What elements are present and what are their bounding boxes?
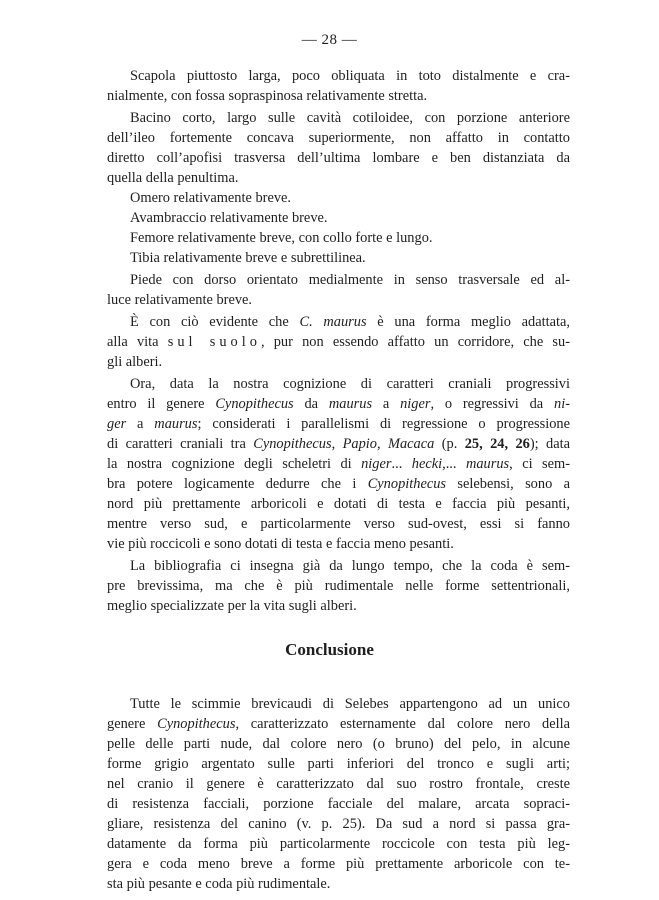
body-line-12: luce relativamente breve.	[107, 292, 253, 308]
conclusion-line-4: forme grigio argentato sulle parti inferiori del tronco e sugli arti;	[107, 756, 570, 772]
body-line-8: Avambraccio relativamente breve.	[130, 210, 328, 226]
paragraph-2-line-6: bra potere logicamente dedurre che i Cynopithecus selebensi, sono a	[107, 476, 571, 492]
conclusion-line-10: sta più pesante e coda più rudimentale.	[107, 876, 331, 892]
body-line-5: diretto coll’apofisi trasversa dell’ultima lombare e ben distanziata da	[107, 150, 570, 166]
paragraph-2-line-5: la nostra cognizione degli scheletri di niger... hecki,... maurus, ci sem-	[107, 456, 570, 472]
paragraph-2-line-8: mentre verso sud, e particolarmente verso sud-ovest, essi si fanno	[107, 516, 570, 532]
body-line-4: dell’ileo fortemente concava superiormente, non affatto in contatto	[107, 130, 570, 146]
conclusion-line-9: gera e coda meno breve a forme più prettamente arboricole con te-	[107, 856, 570, 872]
species-name: C. maurus	[299, 314, 367, 330]
paragraph-3-line-1: La bibliografia ci insegna già da lungo tempo, che la coda è sem-	[130, 558, 570, 574]
conclusion-line-8: datamente da forma più particolarmente roccicole con testa più leg-	[107, 836, 570, 852]
paragraph-2-line-2: entro il genere Cynopithecus da maurus a niger, o regressivi da ni-	[107, 396, 570, 412]
conclusion-line-6: di resistenza facciali, porzione facciale del malare, arcata sopraci-	[107, 796, 570, 812]
paragraph-1-line-1: È con ciò evidente che C. maurus è una forma meglio adattata,	[130, 314, 570, 330]
body-line-11: Piede con dorso orientato medialmente in senso trasversale ed al-	[130, 272, 570, 288]
conclusion-line-7: gliare, resistenza del canino (v. p. 25). Da sud a nord si passa gra-	[107, 816, 570, 832]
body-line-2: nialmente, con fossa sopraspinosa relativamente stretta.	[107, 88, 428, 104]
body-line-6: quella della penultima.	[107, 170, 239, 186]
body-line-9: Femore relativamente breve, con collo forte e lungo.	[130, 230, 433, 246]
body-line-1: Scapola piuttosto larga, poco obliquata in toto distalmente e cra-	[130, 68, 570, 84]
conclusion-line-3: pelle delle parti nude, dal colore nero (o bruno) del pelo, in alcune	[107, 736, 570, 752]
figure-reference: 25, 24, 26	[464, 436, 530, 452]
paragraph-3-line-3: meglio specializzate per la vita sugli alberi.	[107, 598, 357, 614]
page-number: — 28 —	[301, 32, 358, 48]
body-line-3: Bacino corto, largo sulle cavità cotiloidee, con porzione anteriore	[130, 110, 570, 126]
section-heading: Conclusione	[285, 640, 374, 659]
paragraph-2-line-9: vie più roccicoli e sono dotati di testa e faccia meno pesanti.	[107, 536, 454, 552]
paragraph-3-line-2: pre brevissima, ma che è più rudimentale nelle forme settentrionali,	[107, 578, 570, 594]
body-line-10: Tibia relativamente breve e subrettilinea.	[130, 250, 366, 266]
conclusion-line-1: Tutte le scimmie brevicaudi di Selebes appartengono ad un unico	[130, 696, 570, 712]
paragraph-2-line-1: Ora, data la nostra cognizione di caratteri craniali progressivi	[130, 376, 570, 392]
paragraph-2-line-4: di caratteri craniali tra Cynopithecus, Papio, Macaca (p. 25, 24, 26); data	[107, 436, 570, 452]
spaced-emphasis: sul suolo	[167, 334, 261, 350]
paragraph-2-line-7: nord più prettamente arboricoli e dotati di testa e faccia più pesanti,	[107, 496, 570, 512]
body-line-7: Omero relativamente breve.	[130, 190, 292, 206]
conclusion-line-5: nel cranio il genere è caratterizzato dal suo rostro frontale, creste	[107, 776, 570, 792]
paragraph-1-line-3: gli alberi.	[107, 354, 163, 370]
paragraph-2-line-3: ger a maurus; considerati i parallelismi di regressione o progressione	[107, 416, 570, 432]
paragraph-1-line-2: alla vita sul suolo, pur non essendo affatto un corridore, che su-	[107, 334, 571, 350]
conclusion-line-2: genere Cynopithecus, caratterizzato esternamente dal colore nero della	[107, 716, 570, 732]
